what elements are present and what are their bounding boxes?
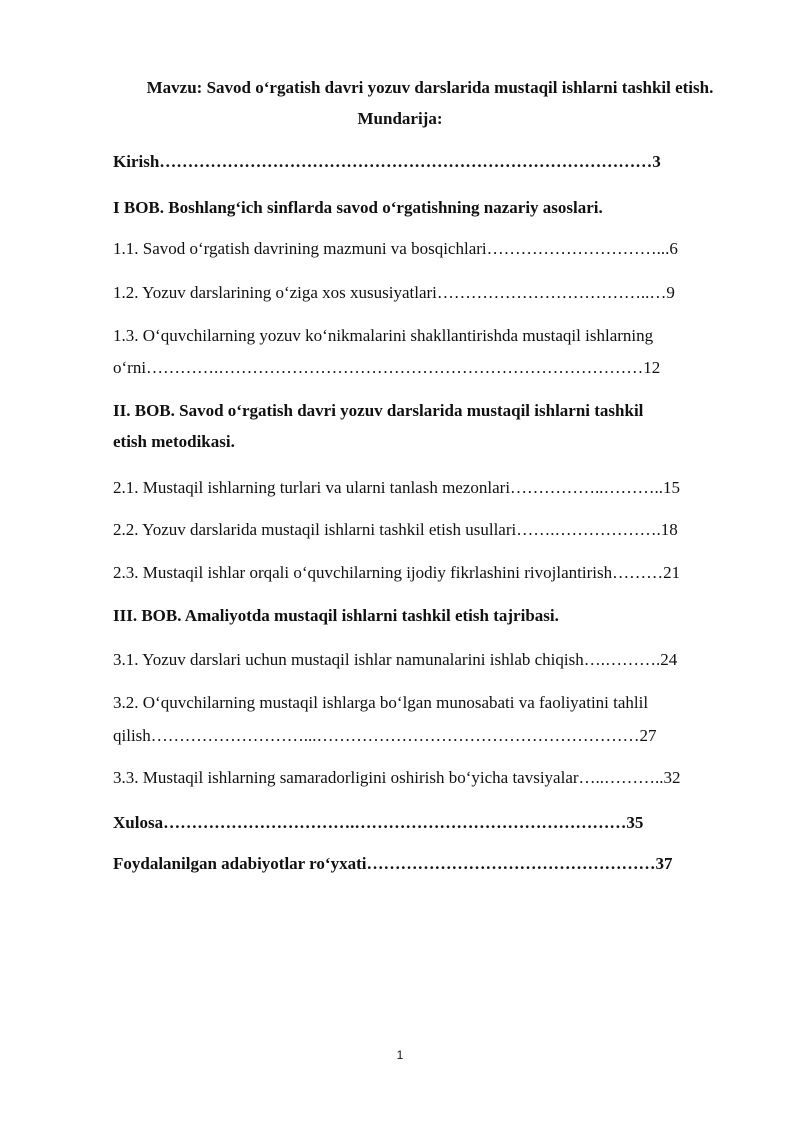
toc-entry-1-1: 1.1. Savod oʻrgatish davrining mazmuni va bosqichlari…………………………...6 xyxy=(113,239,678,258)
toc-entry-1-3-continued: oʻrni………….…………………………………………………………………12 xyxy=(113,358,661,377)
toc-chapter-3: III. BOB. Amaliyotda mustaqil ishlarni tashkil etish tajribasi. xyxy=(113,606,559,625)
toc-entry-references: Foydalanilgan adabiyotlar roʻyxati……………………………………………37 xyxy=(113,854,673,873)
page-number: 1 xyxy=(396,1048,404,1062)
toc-entry-1-2: 1.2. Yozuv darslarining oʻziga xos xususiyatlari………………………………..…9 xyxy=(113,283,675,302)
toc-entry-conclusion: Xulosa…………………………….…………………………………………35 xyxy=(113,813,644,832)
document-topic: Mavzu: Savod oʻrgatish davri yozuv darslarida mustaqil ishlarni tashkil etish. xyxy=(146,78,714,97)
toc-entry-3-2-continued: qilish………………………...…………………………………………………27 xyxy=(113,726,657,745)
toc-entry-3-3: 3.3. Mustaqil ishlarning samaradorligini oshirish boʻyicha tavsiyalar…..………..32 xyxy=(113,768,681,787)
toc-chapter-1: I BOB. Boshlangʻich sinflarda savod oʻrgatishning nazariy asoslari. xyxy=(113,198,603,217)
toc-entry-3-1: 3.1. Yozuv darslari uchun mustaqil ishlar namunalarini ishlab chiqish….……….24 xyxy=(113,650,678,669)
toc-chapter-2-continued: etish metodikasi. xyxy=(113,432,235,451)
contents-heading: Mundarija: xyxy=(357,109,443,128)
toc-entry-3-2: 3.2. Oʻquvchilarning mustaqil ishlarga boʻlgan munosabati va faoliyatini tahlil xyxy=(113,693,649,712)
toc-entry-2-3: 2.3. Mustaqil ishlar orqali oʻquvchilarning ijodiy fikrlashini rivojlantirish………21 xyxy=(113,563,681,582)
toc-chapter-2: II. BOB. Savod oʻrgatish davri yozuv darslarida mustaqil ishlarni tashkil xyxy=(113,401,644,420)
toc-entry-1-3: 1.3. Oʻquvchilarning yozuv koʻnikmalarini shakllantirishda mustaqil ishlarning xyxy=(113,326,654,345)
toc-entry-2-2: 2.2. Yozuv darslarida mustaqil ishlarni tashkil etish usullari…….……………….18 xyxy=(113,520,678,539)
toc-entry-introduction: Kirish……………………………………………………………………………3 xyxy=(113,152,661,171)
toc-entry-2-1: 2.1. Mustaqil ishlarning turlari va ularni tanlash mezonlari……………..………..15 xyxy=(113,478,681,497)
